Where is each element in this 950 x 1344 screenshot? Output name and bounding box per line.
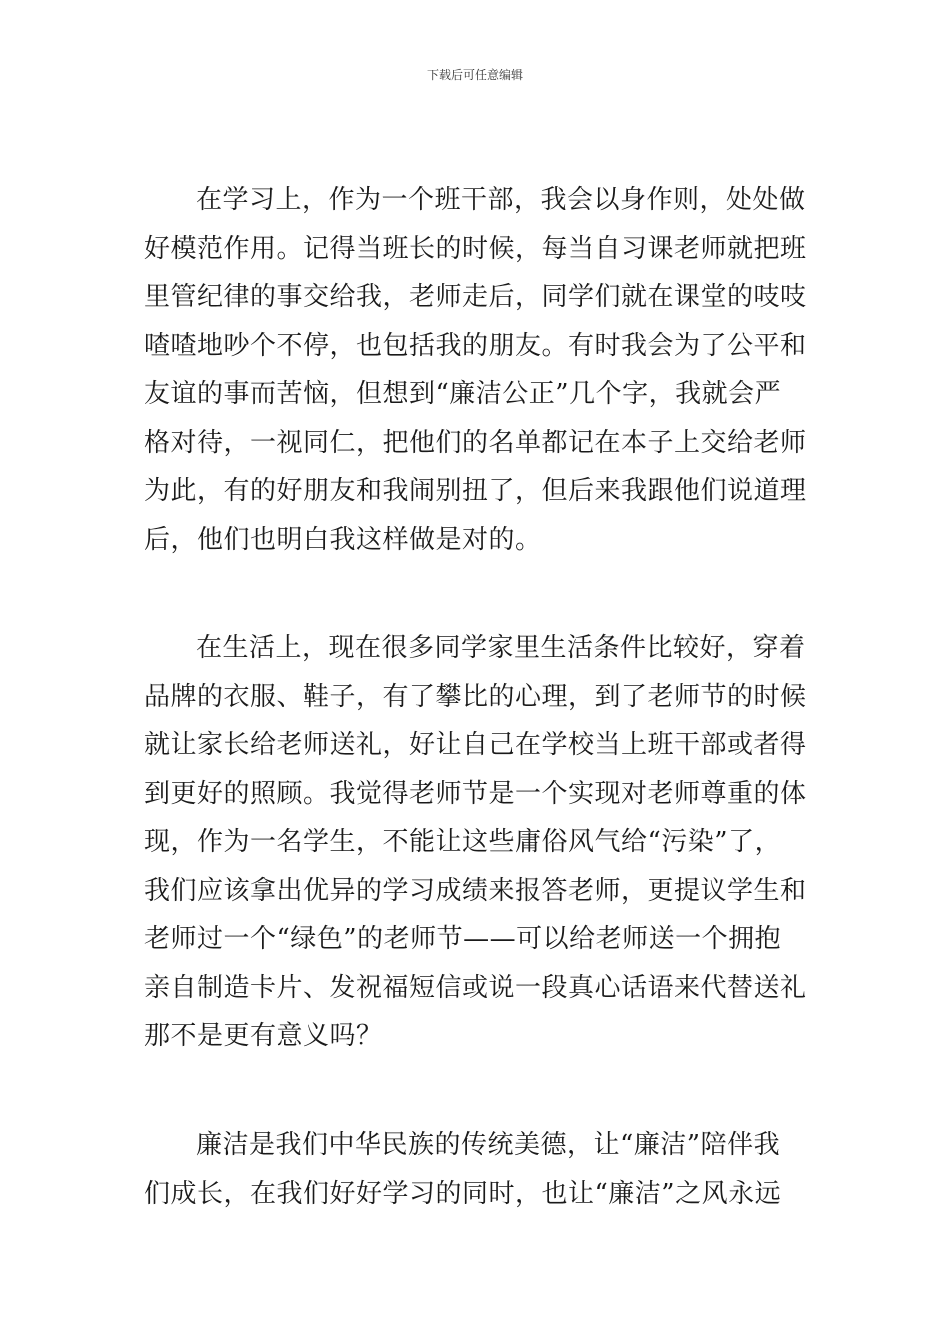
text-line: 喳喳地吵个不停，也包括我的朋友。有时我会为了公平和	[144, 330, 807, 361]
paragraph-life	[144, 624, 808, 1061]
text-line: 们成长，在我们好好学习的同时，也让“廉洁”之风永远	[144, 1178, 782, 1209]
paragraph-study	[144, 176, 808, 564]
text-line: 友谊的事而苦恼，但想到“廉洁公正”几个字，我就会严	[144, 379, 782, 409]
text-line: 我们应该拿出优异的学习成绩来报答老师，更提议学生和	[144, 875, 807, 906]
text-line: 里管纪律的事交给我，老师走后，同学们就在课堂的吱吱	[144, 282, 807, 312]
text-line: 格对待，一视同仁，把他们的名单都记在本子上交给老师	[144, 427, 807, 458]
text-line: 到更好的照顾。我觉得老师节是一个实现对老师尊重的体	[144, 778, 807, 809]
text-line: 好模范作用。记得当班长的时候，每当自习课老师就把班	[144, 233, 807, 264]
page-header: 下载后可任意编辑	[426, 68, 523, 82]
text-line: 亲自制造卡片、发祝福短信或说一段真心话语来代替送礼	[144, 972, 807, 1003]
text-line: 那不是更有意义吗？	[144, 1021, 383, 1051]
text-line: 现，作为一名学生，不能让这些庸俗风气给“污染”了，	[144, 827, 782, 857]
paragraph-conclusion	[144, 1121, 808, 1218]
text-line: 为此，有的好朋友和我闹别扭了，但后来我跟他们说道理	[144, 476, 807, 506]
text-line: 廉洁是我们中华民族的传统美德，让“廉洁”陪伴我	[196, 1130, 781, 1160]
text-line: 在学习上，作为一个班干部，我会以身作则，处处做	[196, 185, 806, 215]
text-line: 后，他们也明白我这样做是对的。	[144, 524, 542, 555]
text-line: 老师过一个“绿色”的老师节——可以给老师送一个拥抱	[144, 924, 782, 954]
text-line: 在生活上，现在很多同学家里生活条件比较好，穿着	[196, 633, 806, 663]
text-line: 就让家长给老师送礼，好让自己在学校当上班干部或者得	[144, 730, 807, 760]
text-line: 品牌的衣服、鞋子，有了攀比的心理，到了老师节的时候	[144, 681, 807, 712]
